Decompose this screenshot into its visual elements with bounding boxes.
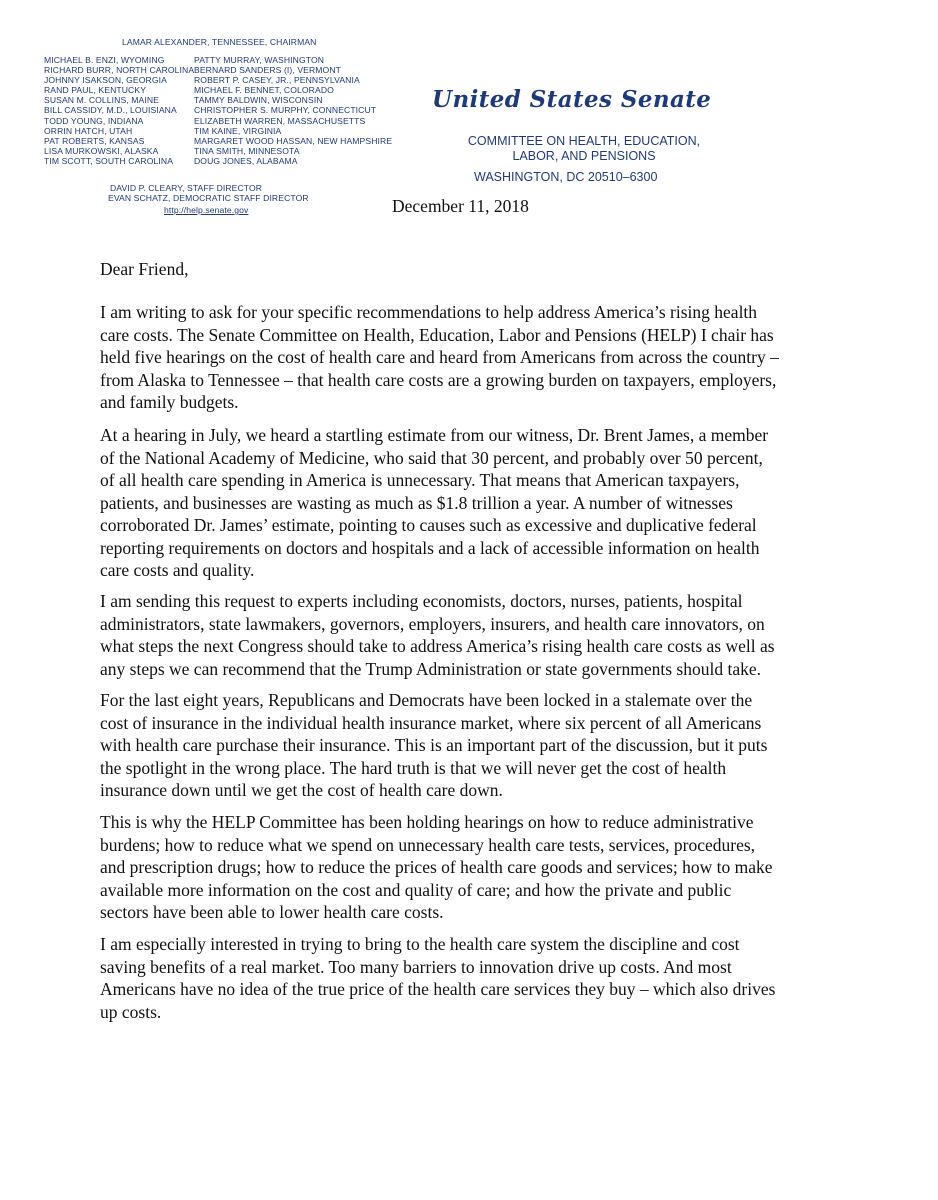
member-name: MARGARET WOOD HASSAN, NEW HAMPSHIRE (194, 135, 393, 146)
member-name: PATTY MURRAY, WASHINGTON (194, 55, 325, 65)
text-line: reporting requirements on doctors and hospitals and a lack of accessible information on health (100, 537, 760, 558)
text-line: any steps we can recommend that the Trump Administration or state governments should take. (100, 658, 761, 679)
staff-directors (108, 184, 309, 203)
democratic-staff-director: EVAN SCHATZ, DEMOCRATIC STAFF DIRECTOR (108, 192, 309, 203)
member-name: PAT ROBERTS, KANSAS (44, 135, 145, 146)
text-line: I am writing to ask for your specific recommendations to help address America’s rising health (100, 302, 758, 322)
paragraph (100, 933, 818, 1023)
member-name: BERNARD SANDERS (I), VERMONT (194, 65, 341, 76)
committee-website-link[interactable]: http://help.senate.gov (164, 205, 249, 215)
committee-address: WASHINGTON, DC 20510–6300 (474, 170, 658, 184)
member-column-right (194, 55, 392, 166)
member-name: SUSAN M. COLLINS, MAINE (44, 95, 159, 106)
paragraph (100, 301, 818, 414)
paragraph (100, 424, 818, 582)
text-line: I am especially interested in trying to bring to the health care system the discipline and cost (100, 934, 740, 954)
text-line: I am sending this request to experts including economists, doctors, nurses, patients, hospital (100, 591, 743, 611)
text-line: care costs and quality. (100, 560, 255, 580)
text-line: At a hearing in July, we heard a startling estimate from our witness, Dr. Brent James, a member (100, 425, 769, 445)
member-name: RICHARD BURR, NORTH CAROLINA (44, 65, 195, 76)
text-line: saving benefits of a real market. Too many barriers to innovation drive up costs. And most (100, 956, 732, 977)
text-line: administrators, state lawmakers, governors, employers, insurers, and health care innovators, on (100, 613, 765, 634)
text-line: from Alaska to Tennessee – that health care costs are a growing burden on taxpayers, employers, (100, 369, 777, 390)
text-line: up costs. (100, 1001, 162, 1022)
member-name: BILL CASSIDY, M.D., LOUISIANA (44, 105, 177, 116)
text-line: what steps the next Congress should take to address America’s rising health care costs as well as (100, 636, 775, 656)
member-name: ELIZABETH WARREN, MASSACHUSETTS (194, 115, 366, 126)
member-name: LISA MURKOWSKI, ALASKA (44, 145, 159, 156)
member-name: MICHAEL B. ENZI, WYOMING (44, 55, 165, 65)
letter-date: December 11, 2018 (392, 196, 529, 216)
member-name: TAMMY BALDWIN, WISCONSIN (194, 95, 323, 106)
member-name: DOUG JONES, ALABAMA (194, 155, 298, 166)
member-name: ROBERT P. CASEY, JR., PENNSYLVANIA (194, 75, 360, 86)
member-column-left (44, 55, 194, 166)
text-line: Americans have no idea of the true price of the health care services they buy – which also drives (100, 979, 776, 999)
chairman-line: LAMAR ALEXANDER, TENNESSEE, CHAIRMAN (122, 37, 317, 47)
member-name: TINA SMITH, MINNESOTA (194, 145, 300, 156)
member-name: TIM KAINE, VIRGINIA (194, 125, 282, 136)
staff-director: DAVID P. CLEARY, STAFF DIRECTOR (110, 183, 263, 193)
text-line: of the National Academy of Medicine, who said that 30 percent, and probably over 50 percent, (100, 447, 763, 468)
paragraph (100, 590, 818, 680)
member-name: JOHNNY ISAKSON, GEORGIA (44, 75, 167, 86)
member-name: TODD YOUNG, INDIANA (44, 115, 144, 126)
committee-name-line: COMMITTEE ON HEALTH, EDUCATION, (467, 134, 701, 148)
member-name: CHRISTOPHER S. MURPHY, CONNECTICUT (194, 105, 377, 116)
letterhead-member-list (0, 0, 393, 230)
text-line: corroborated Dr. James’ estimate, pointing to causes such as excessive and duplicative federal (100, 515, 757, 535)
text-line: burdens; how to reduce what we spend on unnecessary health care tests, services, procedures, (100, 834, 756, 855)
text-line: the spotlight in the wrong place. The hard truth is that we will never get the cost of health (100, 757, 727, 778)
text-line: insurance down until we get the cost of health care down. (100, 780, 503, 800)
text-line: available more information on the cost and quality of care; and how the private and public (100, 879, 732, 900)
member-name: MICHAEL F. BENNET, COLORADO (194, 85, 334, 96)
text-line: held five hearings on the cost of health care and heard from Americans from across the country – (100, 347, 779, 367)
paragraph (100, 811, 818, 924)
committee-name (444, 134, 724, 164)
text-line: of all health care spending in America is unnecessary. That means that American taxpayers, (100, 470, 740, 490)
text-line: cost of insurance in the individual health insurance market, where six percent of all Americans (100, 712, 762, 733)
salutation: Dear Friend, (100, 259, 189, 279)
text-line: patients, and businesses are wasting as much as $1.8 trillion a year. A number of witnesses (100, 492, 733, 513)
paragraph (100, 689, 818, 802)
member-name: TIM SCOTT, SOUTH CAROLINA (44, 155, 174, 166)
committee-name-line: LABOR, AND PENSIONS (512, 149, 656, 163)
member-name: RAND PAUL, KENTUCKY (44, 85, 147, 96)
text-line: This is why the HELP Committee has been holding hearings on how to reduce administrative (100, 812, 754, 832)
text-line: care costs. The Senate Committee on Health, Education, Labor and Pensions (HELP) I chair has (100, 324, 774, 345)
text-line: with health care purchase their insurance. This is an important part of the discussion, but it puts (100, 735, 768, 755)
text-line: and prescription drugs; how to reduce the prices of health care goods and services; how to make (100, 857, 773, 877)
text-line: and family budgets. (100, 392, 239, 412)
text-line: For the last eight years, Republicans and Democrats have been locked in a stalemate over the (100, 690, 753, 710)
senate-title: United States Senate (432, 86, 712, 113)
text-line: sectors have been able to lower health care costs. (100, 902, 444, 922)
member-name: ORRIN HATCH, UTAH (44, 125, 133, 136)
